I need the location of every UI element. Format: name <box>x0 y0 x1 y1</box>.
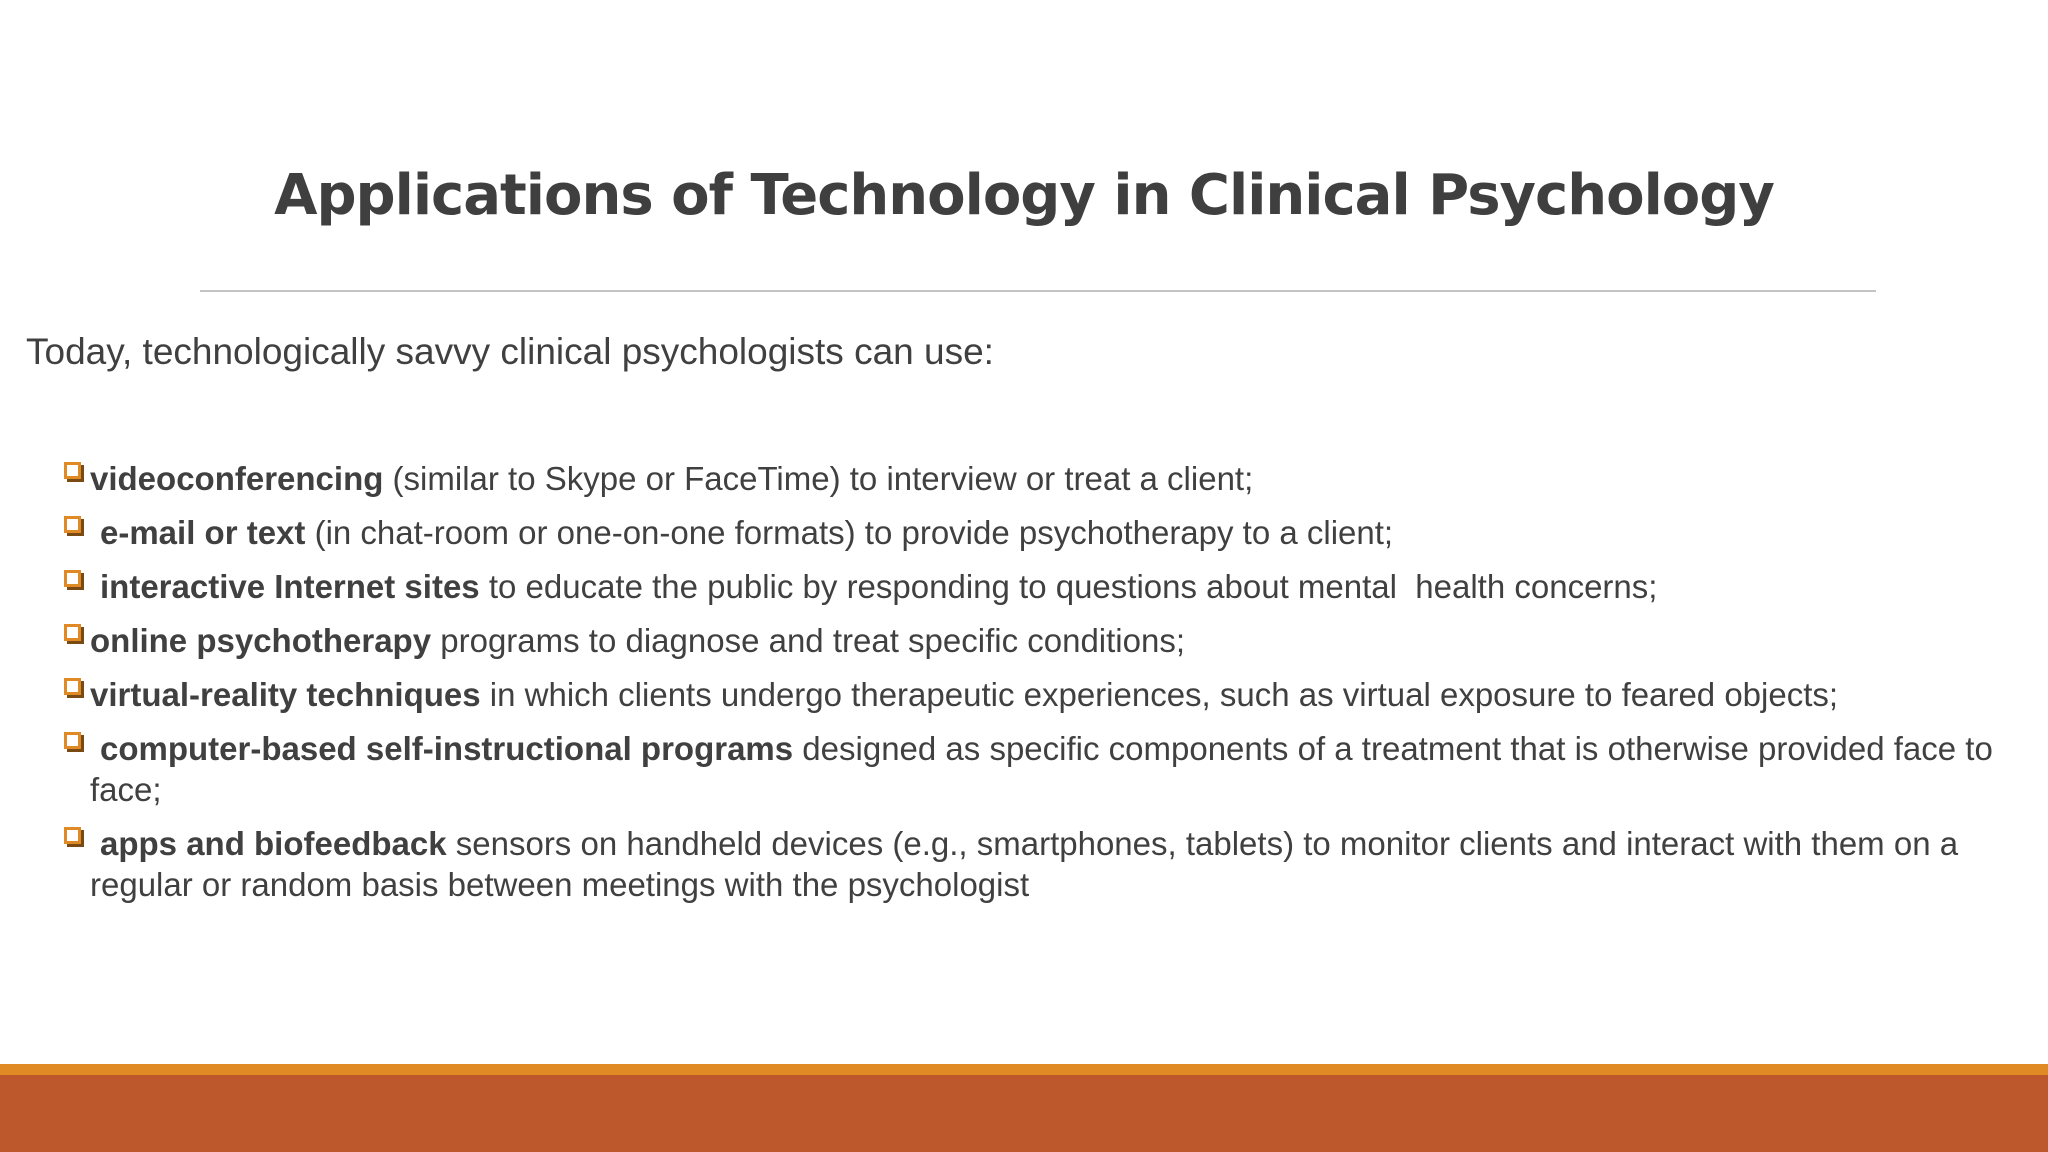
bullet-term: videoconferencing <box>90 460 384 497</box>
bullet-text: (similar to Skype or FaceTime) to interview or treat a client; <box>383 460 1254 497</box>
list-item <box>60 512 2000 553</box>
bullet-term: computer-based self-instructional programs <box>100 730 794 767</box>
bullet-text: designed as specific components of a treatment that is otherwise provided face to face; <box>90 730 1993 808</box>
bullet-text: in which clients undergo therapeutic experiences, such as virtual exposure to feared objects; <box>480 676 1839 713</box>
list-item <box>60 458 2000 499</box>
list-item <box>60 728 2000 810</box>
footer-accent-stripe <box>0 1064 2048 1075</box>
bullet-text: (in chat-room or one-on-one formats) to provide psychotherapy to a client; <box>305 514 1394 551</box>
checkbox-square-icon <box>64 678 81 695</box>
list-item <box>60 823 2000 905</box>
bullet-term: virtual-reality techniques <box>90 676 481 713</box>
slide-title: Applications of Technology in Clinical Psychology <box>274 163 1774 228</box>
bullet-text: programs to diagnose and treat specific conditions; <box>431 622 1186 659</box>
bullet-term: e-mail or text <box>100 514 306 551</box>
checkbox-square-icon <box>64 624 81 641</box>
list-item <box>60 566 2000 607</box>
bullet-list <box>60 458 2000 918</box>
checkbox-square-icon <box>64 462 81 479</box>
intro-text: Today, technologically savvy clinical psychologists can use: <box>26 331 994 372</box>
bullet-text: to educate the public by responding to questions about mental health concerns; <box>479 568 1658 605</box>
bullet-term: apps and biofeedback <box>100 825 447 862</box>
list-item <box>60 674 2000 715</box>
footer-bar <box>0 1075 2048 1152</box>
bullet-term: online psychotherapy <box>90 622 432 659</box>
checkbox-square-icon <box>64 516 81 533</box>
bullet-text: sensors on handheld devices (e.g., smartphones, tablets) to monitor clients and interact with them on a regular or random basis between meetings with the psychologist <box>90 825 1959 903</box>
list-item <box>60 620 2000 661</box>
title-divider <box>200 290 1876 292</box>
checkbox-square-icon <box>64 732 81 749</box>
checkbox-square-icon <box>64 827 81 844</box>
checkbox-square-icon <box>64 570 81 587</box>
bullet-term: interactive Internet sites <box>100 568 480 605</box>
